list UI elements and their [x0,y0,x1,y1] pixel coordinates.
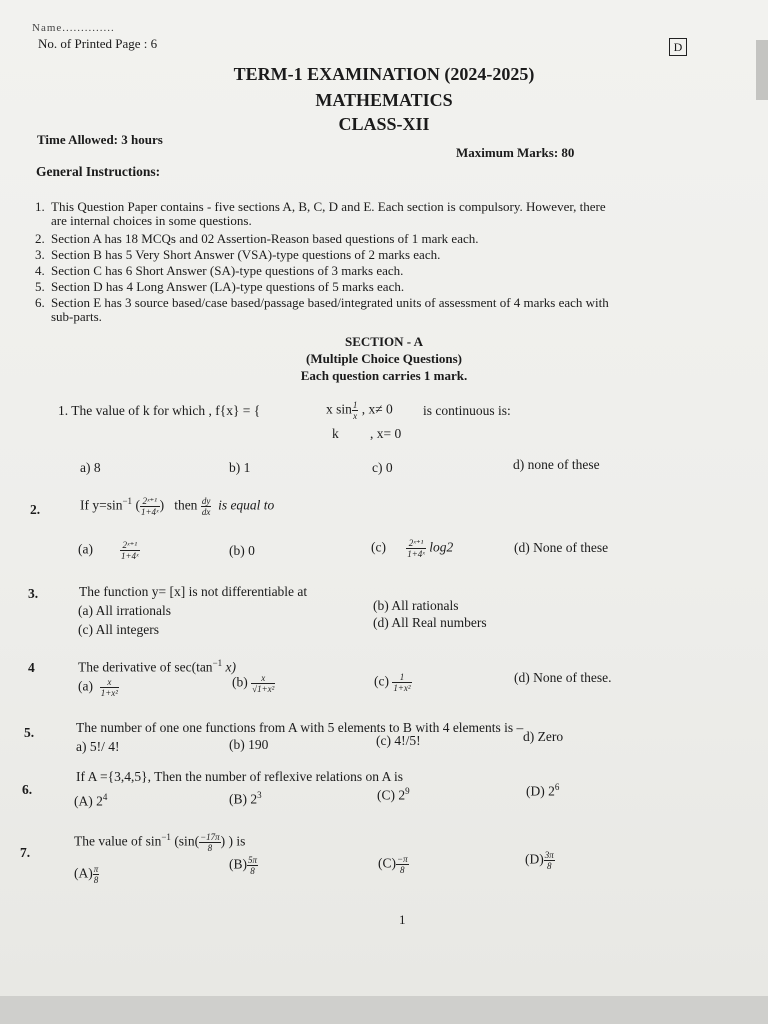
set-code-box: D [669,38,687,56]
question-4: The derivative of $\sec(\tan^{-1}$ x) [78,658,237,675]
page-edge-shadow [756,40,768,100]
question-3: The function y= [x] is not differentiable at [79,584,308,599]
q5-option-b: (b) 190 [229,737,269,752]
question-2-number: 2. [30,502,41,517]
q6-option-b: (B) $2^3$ [229,790,262,807]
q7-option-b: (B) $\frac{5\pi}{8}$ [229,855,258,876]
question-6-number: 6. [22,782,33,797]
instructions-heading: General Instructions: [36,164,161,179]
printed-pages: No. of Printed Page : 6 [38,36,158,51]
time-allowed: Time Allowed: 3 hours [37,132,163,147]
q1-option-a: a) 8 [80,460,101,475]
instruction-5: 5. Section D has 4 Long Answer (LA)-type questions of 5 marks each. [35,279,405,294]
question-5: The number of one one functions from A with 5 elements to B with 4 elements is – [76,720,524,735]
question-2: If $y=\sin^{-1}$ ( $\frac{\text{2ˣ⁺¹}}{\text{1+4ˣ}}$ ) then $\frac{dy}{dx}$ is equal to [80,496,275,517]
question-1-case-2-cond: , x= 0 [370,426,402,441]
class-title: CLASS-XII [338,114,430,134]
question-7: The value of $\sin^{-1} (\sin$( $\frac{-17\pi}{8}$ ) ) is [74,832,246,853]
q5-option-c: (c) 4!/5! [376,733,421,748]
q7-option-a: (A) $\frac{\pi}{8}$ [74,864,99,885]
q7-option-c: (C) $\frac{-\pi}{8}$ [378,854,408,875]
question-4-number: 4 [28,660,35,675]
q3-option-b: (b) All rationals [373,598,459,613]
q4-option-c: (c) $\frac{1}{\text{1+x²}}$ [374,672,411,693]
instruction-1: 1. This Question Paper contains - five sections A, B, C, D and E. Each section is compulsory. However, there are internal choices in some questions. [35,199,606,228]
subject-title: MATHEMATICS [315,90,453,110]
q3-option-c: (c) All integers [78,622,159,637]
question-5-number: 5. [24,725,35,740]
question-3-number: 3. [28,586,39,601]
q5-option-a: a) 5!/ 4! [76,739,120,754]
question-1-case-2-expr: k [332,426,339,441]
exam-title: TERM-1 EXAMINATION (2024-2025) [233,64,535,84]
q2-option-c: (c) $\frac{\text{2ˣ⁺¹}}{\text{1+4ˣ}}$ log2 [371,538,454,559]
q6-option-a: (A) $2^4$ [74,792,108,809]
q1-option-d: d) none of these [513,457,600,472]
section-title: SECTION - A [344,334,424,349]
q2-option-d: (d) None of these [514,540,609,555]
instruction-3: 3. Section B has 5 Very Short Answer (VSA)-type questions of 2 marks each. [35,247,441,262]
question-6: If A ={3,4,5}, Then the number of reflexive relations on A is [76,769,404,784]
instruction-4: 4. Section C has 6 Short Answer (SA)-type questions of 3 marks each. [35,263,404,278]
background-strip [0,996,768,1024]
question-7-number: 7. [20,845,31,860]
max-marks: Maximum Marks: 80 [456,145,575,160]
q5-option-d: d) Zero [523,729,564,744]
q4-option-a: (a) $\frac{x}{\text{1+x²}}$ [78,677,119,698]
q6-option-c: (C) $2^9$ [377,786,410,803]
q2-option-b: (b) 0 [229,543,255,558]
section-subtitle: (Multiple Choice Questions) [306,351,462,366]
question-1-case-1: x sin $\frac{1}{x}$ , x≠ 0 [326,400,393,421]
instruction-2: 2. Section A has 18 MCQs and 02 Assertion-Reason based questions of 1 mark each. [35,231,479,246]
section-note: Each question carries 1 mark. [300,368,468,383]
q4-option-b: (b) $\frac{x}{\text{√1+x²}}$ [232,673,275,694]
page-number: 1 [399,912,406,927]
q1-option-b: b) 1 [229,460,251,475]
question-1-tail: is continuous is: [423,403,511,418]
q2-option-a: (a) $\frac{\text{2ˣ⁺¹}}{\text{1+4ˣ}}$ [78,540,139,561]
q3-option-a: (a) All irrationals [78,603,171,618]
question-1: 1. The value of k for which , f{x} = { [58,403,261,418]
q7-option-d: (D) $\frac{3\pi}{8}$ [525,850,554,871]
name-line: Name.............. [32,22,115,34]
q6-option-d: (D) $2^6$ [526,782,560,799]
instruction-6: 6. Section E has 3 source based/case based/passage based/integrated units of assessment of 4 marks each with sub-parts. [35,295,609,324]
q3-option-d: (d) All Real numbers [373,615,487,630]
q4-option-d: (d) None of these. [514,670,612,685]
q1-option-c: c) 0 [372,460,393,475]
